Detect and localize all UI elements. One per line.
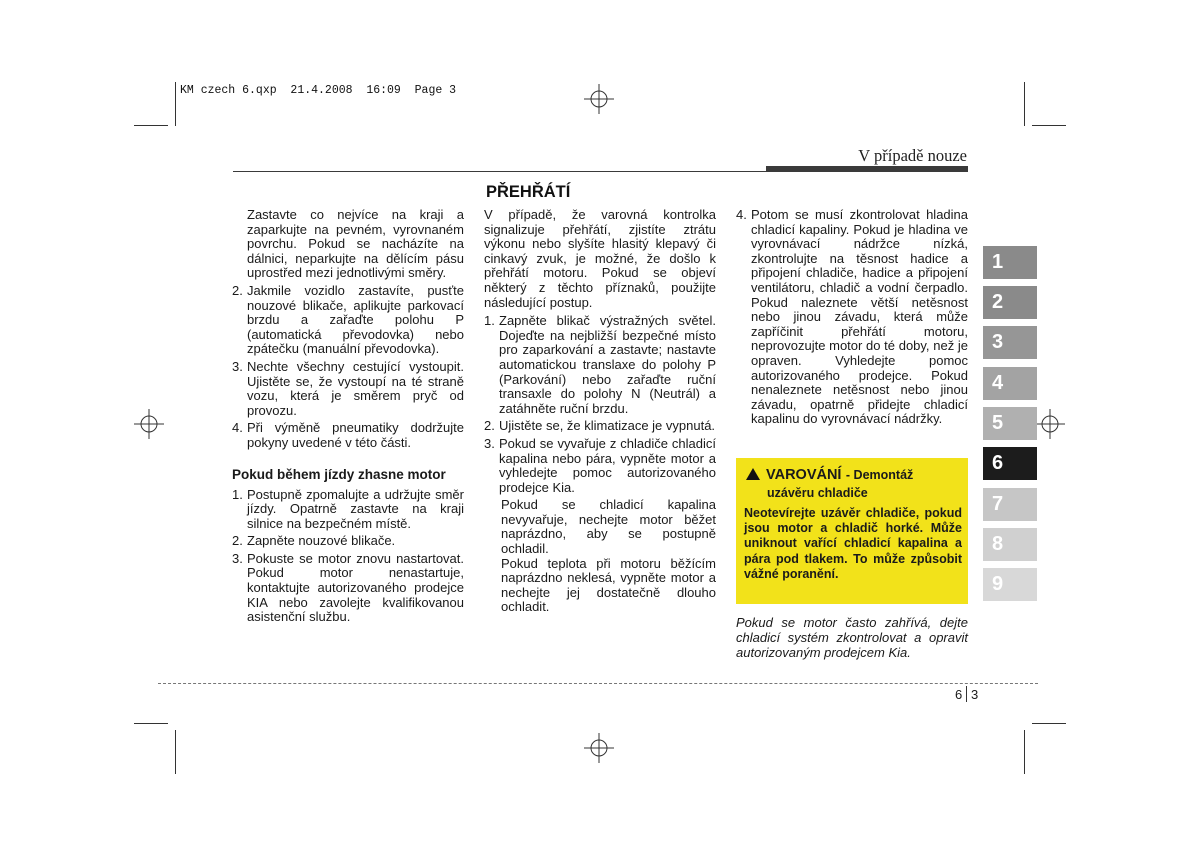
chapter-tab-3[interactable]: 3 xyxy=(983,326,1037,359)
crop-mark xyxy=(175,82,176,126)
chapter-tab-8[interactable]: 8 xyxy=(983,528,1037,561)
page-number: 3 xyxy=(971,687,979,702)
column-left xyxy=(232,208,464,628)
footer-rule xyxy=(158,683,1038,684)
list-item: 1. Zapněte blikač výstražných světel. Dojeďte na nejbližší bezpečné místo pro zaparkování a zastavte; nastavte automatickou translaxe do polohy P (Parkování) nebo zařaďte ruční transaxle do polohy N (Neutrál) a zatáhněte ruční brzdu. xyxy=(484,313,716,416)
intro-paragraph: V případě, že varovná kontrolka signalizuje přehřátí, zjistíte ztrátu výkonu nebo slyšíte hlasitý klepavý či cinkavý zvuk, je možné, že došlo k přehřátí motoru. Pokud se objeví některý z těchto příznaků, použijte následující postup. xyxy=(484,207,716,310)
registration-mark-icon xyxy=(584,733,614,763)
registration-mark-icon xyxy=(1035,409,1065,439)
chapter-number: 6 xyxy=(955,687,963,702)
crop-mark xyxy=(1032,723,1066,724)
crop-mark xyxy=(134,125,168,126)
warning-title: VAROVÁNÍ xyxy=(766,467,842,483)
list-item: 1. Postupně zpomalujte a udržujte směr jízdy. Opatrně zastavte na kraji silnice na bezpečném místě. xyxy=(232,486,464,531)
warning-subtitle-line2: uzávěru chladiče xyxy=(767,486,868,500)
intro-paragraph: Zastavte co nejvíce na kraji a zaparkujte na pevném, vyrovnaném povrchu. Pokud se nacházíte na dálnici, neparkujte na dělícím pásu uprostřed mezi jednotlivými směry. xyxy=(247,207,464,281)
list-item: 3. Pokud se vyvařuje z chladiče chladicí kapalina nebo pára, vypněte motor a vyhledejte pomoc autorizovaného prodejce Kia. xyxy=(484,435,716,495)
chapter-tab-1[interactable]: 1 xyxy=(983,246,1037,279)
chapter-tab-7[interactable]: 7 xyxy=(983,488,1037,521)
warning-body: Neotevírejte uzávěr chladiče, pokud jsou motor a chladič horké. Může uniknout vařící chladicí kapalina a pára pod tlakem. To může způsobit vážné poranění. xyxy=(744,506,962,581)
list-item: 3. Nechte všechny cestující vystoupit. Ujistěte se, že vystoupí na té straně vozu, která je směrem pryč od provozu. xyxy=(232,358,464,418)
list-item: 2. Zapněte nouzové blikače. xyxy=(232,533,396,549)
chapter-tab-2[interactable]: 2 xyxy=(983,286,1037,319)
crop-mark xyxy=(175,730,176,774)
chapter-tab-4[interactable]: 4 xyxy=(983,367,1037,400)
chapter-tab-5[interactable]: 5 xyxy=(983,407,1037,440)
column-middle xyxy=(484,208,716,615)
print-slug: KM czech 6.qxp 21.4.2008 16:09 Page 3 xyxy=(180,84,457,97)
section-title: V případě nouze xyxy=(858,146,967,165)
italic-note: Pokud se motor často zahřívá, dejte chladicí systém zkontrolovat a opravit autorizovaným prodejcem Kia. xyxy=(736,615,968,660)
list-item: 3. Pokuste se motor znovu nastartovat. Pokud motor nenastartuje, kontaktujte autorizovaného prodejce KIA nebo zavolejte kvalifikovanou asistenční službu. xyxy=(232,550,464,625)
registration-mark-icon xyxy=(134,409,164,439)
list-item: 4. Při výměně pneumatiky dodržujte pokyny uvedené v této části. xyxy=(232,420,464,450)
registration-mark-icon xyxy=(584,84,614,114)
sub-paragraph: Pokud se chladicí kapalina nevyvařuje, nechejte motor běžet naprázdno, aby se postupně ochladil. xyxy=(501,497,716,557)
crop-mark xyxy=(1032,125,1066,126)
subheading: Pokud během jízdy zhasne motor xyxy=(232,466,446,482)
list-item: 2. Jakmile vozidlo zastavíte, pusťte nouzové blikače, aplikujte parkovací brzdu a zařaďte polohu P (automatická převodovka) nebo zpátečku (manuální převodovka). xyxy=(232,282,464,357)
header-rule xyxy=(233,171,968,172)
crop-mark xyxy=(1024,730,1025,774)
warning-triangle-icon xyxy=(746,468,760,480)
list-item: 4. Potom se musí zkontrolovat hladina chladicí kapaliny. Pokud je hladina ve vyrovnávací nádržce nízká, zkontrolujte na těsnost hadice a připojení chladiče, hadice a připojení ventilátoru, chladič a vodní čerpadlo. Pokud naleznete větší netěsnost nebo jinou závadu, která může zapříčinit přehřátí motoru, neprovozujte motor do té doby, než je opraven. Vyhledejte pomoc autorizovaného prodejce. Pokud nenaleznete netěsnost nebo jinou závadu, opatrně přidejte chladicí kapalinu do vyrovnávací nádržky. xyxy=(736,207,968,427)
list-item: 2. Ujistěte se, že klimatizace je vypnutá. xyxy=(484,418,716,434)
chapter-tab-9[interactable]: 9 xyxy=(983,568,1037,601)
warning-box xyxy=(736,458,968,604)
chapter-tab-6[interactable]: 6 xyxy=(983,447,1037,480)
crop-mark xyxy=(1024,82,1025,126)
sub-paragraph: Pokud teplota při motoru běžícím naprázdno neklesá, vypněte motor a nechejte jej dostatečně dlouho ochladit. xyxy=(501,555,716,615)
chapter-title: PŘEHŘÁTÍ xyxy=(486,183,571,201)
column-right xyxy=(736,208,968,430)
warning-heading xyxy=(746,466,962,500)
page-number-divider xyxy=(966,686,967,702)
crop-mark xyxy=(134,723,168,724)
warning-subtitle: - Demontáž xyxy=(845,468,914,482)
